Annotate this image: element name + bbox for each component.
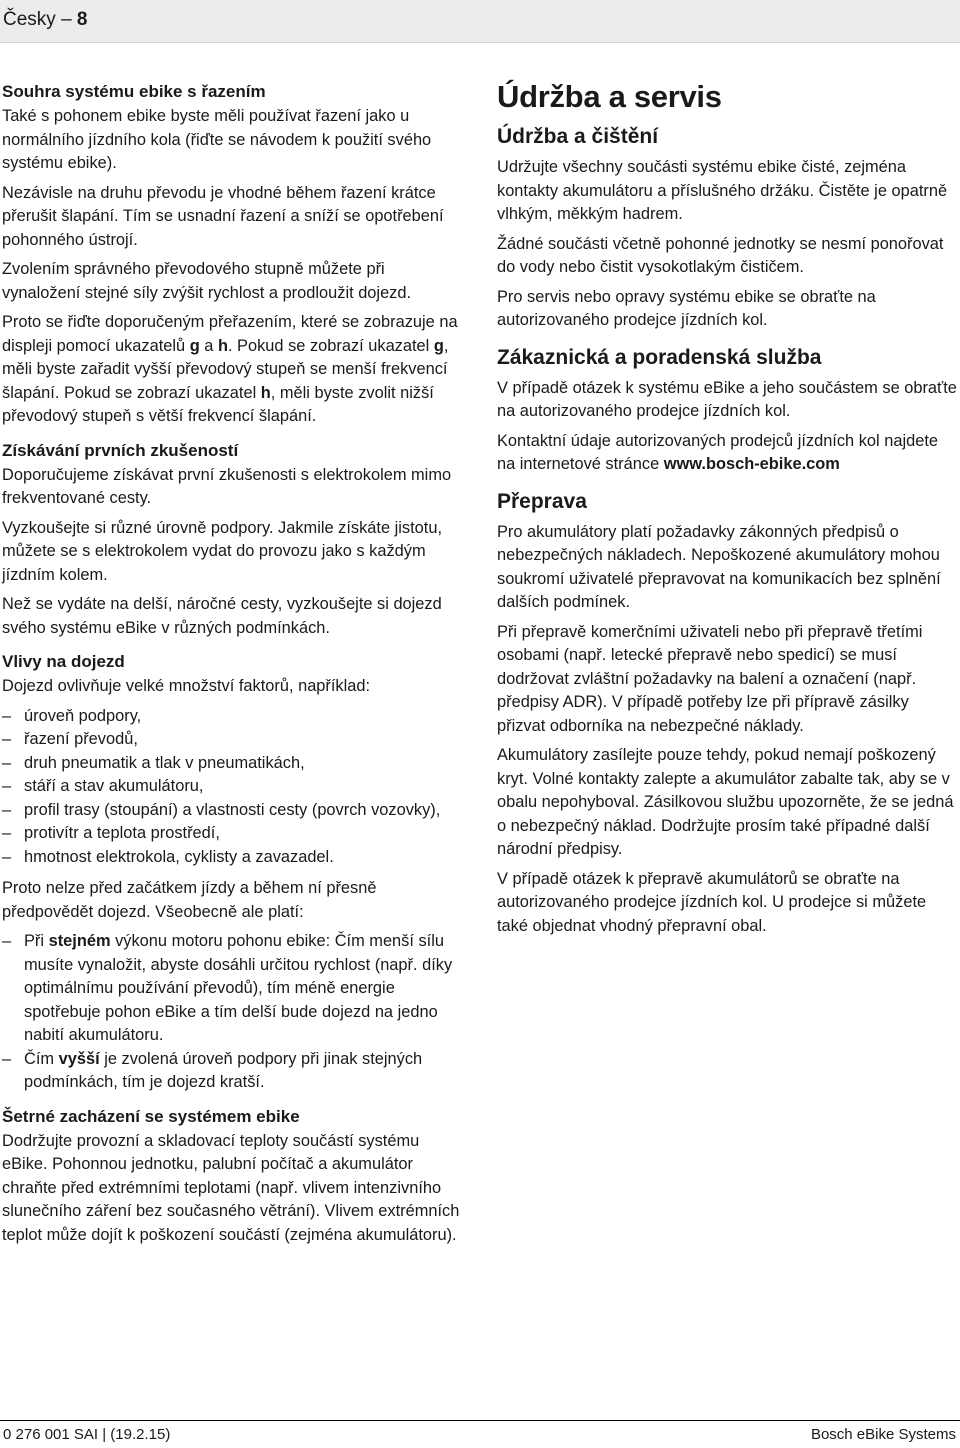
paragraph: Při přepravě komerčními uživateli nebo při přepravě třetími osobami (např. letecké přepravě nebo spedicí) se musí dodržovat zvláštní požadavky na balení a označení (např. předpisy ADR). V případě potřeby lze při přípravě zásilky přizvat odborníka na nebezpečné náklady. [497,622,923,735]
page-header [0,0,960,43]
text: výkonu motoru pohonu ebike: Čím menší sílu musíte vynaložit, abyste dosáhli určitou rychlost (např. díky optimálnímu používání převodů), tím méně energie spotřebuje pohon eBike a tím delší bude dojezd na jedno nabití akumulátoru. [24,932,453,1044]
paragraph: Vyzkoušejte si různé úrovně podpory. Jakmile získáte jistotu, můžete se s elektrokolem vydat do provozu jako s každým jízdním kolem. [2,518,443,584]
text: , měli byste zvolit nižší převodový stupeň s větší frekvencí šlapání. [2,383,434,425]
chapter-title: Údržba a servis [497,79,722,114]
header-separator: – [55,9,77,30]
footer-divider [0,1420,960,1421]
section-title-first-experience: Získávání prvních zkušeností [2,440,239,460]
list-item: – stáří a stav akumulátoru, [2,775,460,799]
section-title-transport: Přeprava [497,489,587,513]
website-link[interactable]: www.bosch-ebike.com [663,455,840,473]
list-item: – profil trasy (stoupání) a vlastnosti cesty (povrch vozovky), [2,799,460,823]
text: . Pokud se zobrazí ukazatel [227,336,434,355]
list-item: – druh pneumatik a tlak v pneumatikách, [2,752,460,776]
paragraph: Také s pohonem ebike byste měli používat řazení jako u normálního jízdního kola (řiďte se návodem k použití svého systému ebike). [2,107,432,172]
indicator-h: h [217,336,228,355]
page-number: 8 [76,9,88,30]
paragraph-gear-indicators [2,311,460,429]
list-item: – protivítr a teplota prostředí, [2,822,460,846]
list-item: – řazení převodů, [2,728,460,752]
list-item: – hmotnost elektrokola, cyklisty a zavazadel. [2,846,460,870]
range-factors-list [2,705,460,870]
document-number: 0 276 001 SAI | (19.2.15) [3,1426,171,1443]
indicator-h: h [260,383,271,402]
right-column [497,80,957,944]
list-item [2,1048,460,1095]
paragraph: Dojezd ovlivňuje velké množství faktorů, například: [2,677,371,695]
text: Při [24,932,49,950]
paragraph: Pro servis nebo opravy systému ebike se obraťte na autorizovaného prodejce jízdních kol. [497,287,876,329]
text: a [199,336,218,355]
paragraph: Dodržujte provozní a skladovací teploty součástí systému eBike. Pohonnou jednotku, palubní počítač a akumulátor chraňte před extrémními teplotami (např. vlivem intenzivního slunečního záření bez současného větrání). Vlivem extrémních teplot může dojít k poškození součástí (zejména akumulátoru). [2,1131,460,1244]
header-label [3,9,88,31]
paragraph: Doporučujeme získávat první zkušenosti s elektrokolem mimo frekventované cesty. [2,465,452,507]
section-title-customer-service: Zákaznická a poradenská služba [497,345,822,369]
page-footer [0,1420,960,1448]
text: je zvolená úroveň podpory při jinak stejných podmínkách, tím je dojezd kratší. [24,1049,423,1091]
paragraph: Než se vydáte na delší, náročné cesty, vyzkoušejte si dojezd svého systému eBike v různých podmínkách. [2,595,442,637]
list-item: – úroveň podpory, [2,705,460,729]
paragraph [497,430,957,477]
paragraph: Nezávisle na druhu převodu je vhodné během řazení krátce přerušit šlapání. Tím se usnadní řazení a sníží se opotřebení pohonného ústrojí. [2,183,444,249]
section-title-range-factors: Vlivy na dojezd [2,652,125,671]
paragraph: Proto nelze před začátkem jízdy a během ní přesně předpovědět dojezd. Všeobecně ale platí: [2,879,377,921]
list-item [2,930,460,1048]
text: Čím [24,1049,59,1068]
header-language: Česky [3,9,56,30]
paragraph: Akumulátory zasílejte pouze tehdy, pokud nemají poškozený kryt. Volné kontakty zalepte a akumulátor zabalte tak, aby se v obalu nepohyboval. Zásilkovou službu upozorněte, že se jedná o nebezpečný náklad. Dodržujte prosím také případné další národní předpisy. [497,746,954,858]
section-title-gearing: Souhra systému ebike s řazením [2,82,266,101]
general-rules-list [2,930,460,1095]
text: Proto se řiďte doporučeným přeřazením, které se zobrazuje na displeji pomocí ukazatelů [2,313,458,355]
text: , měli byste zařadit vyšší převodový stupeň se menší frekvencí šlapání. Pokud se zobrazí ukazatel [2,336,449,402]
paragraph: Pro akumulátory platí požadavky zákonných předpisů o nebezpečných nákladech. Nepoškozené akumulátory mohou soukromí uživatelé přepravovat na komunikacích bez splnění dalších podmínek. [497,522,941,611]
paragraph: V případě otázek k systému eBike a jeho součástem se obraťte na autorizovaného prodejce jízdních kol. [497,378,957,420]
section-title-maintenance: Údržba a čištění [497,125,659,148]
left-column [2,80,460,1253]
indicator-g: g [433,336,444,355]
publisher: Bosch eBike Systems [810,1426,956,1443]
text: Kontaktní údaje autorizovaných prodejců jízdních kol najdete na internetové stránce [497,431,939,473]
section-title-careful-handling: Šetrné zacházení se systémem ebike [2,1106,300,1126]
paragraph: V případě otázek k přepravě akumulátorů se obraťte na autorizovaného prodejce jízdních kol. U prodejce si můžete také objednat vhodný přepravní obal. [497,869,927,935]
paragraph: Zvolením správného převodového stupně můžete při vynaložení stejné síly zvýšit rychlost a prodloužit dojezd. [2,260,412,302]
paragraph: Udržujte všechny součásti systému ebike čisté, zejména kontakty akumulátoru a příslušného držáku. Čistěte je opatrně vlhkým, měkkým hadrem. [497,158,948,223]
indicator-g: g [189,336,200,355]
emphasis: vyšší [58,1049,100,1068]
paragraph: Žádné součásti včetně pohonné jednotky se nesmí ponořovat do vody nebo čistit vysokotlakým čističem. [497,234,944,276]
emphasis: stejném [48,932,111,950]
